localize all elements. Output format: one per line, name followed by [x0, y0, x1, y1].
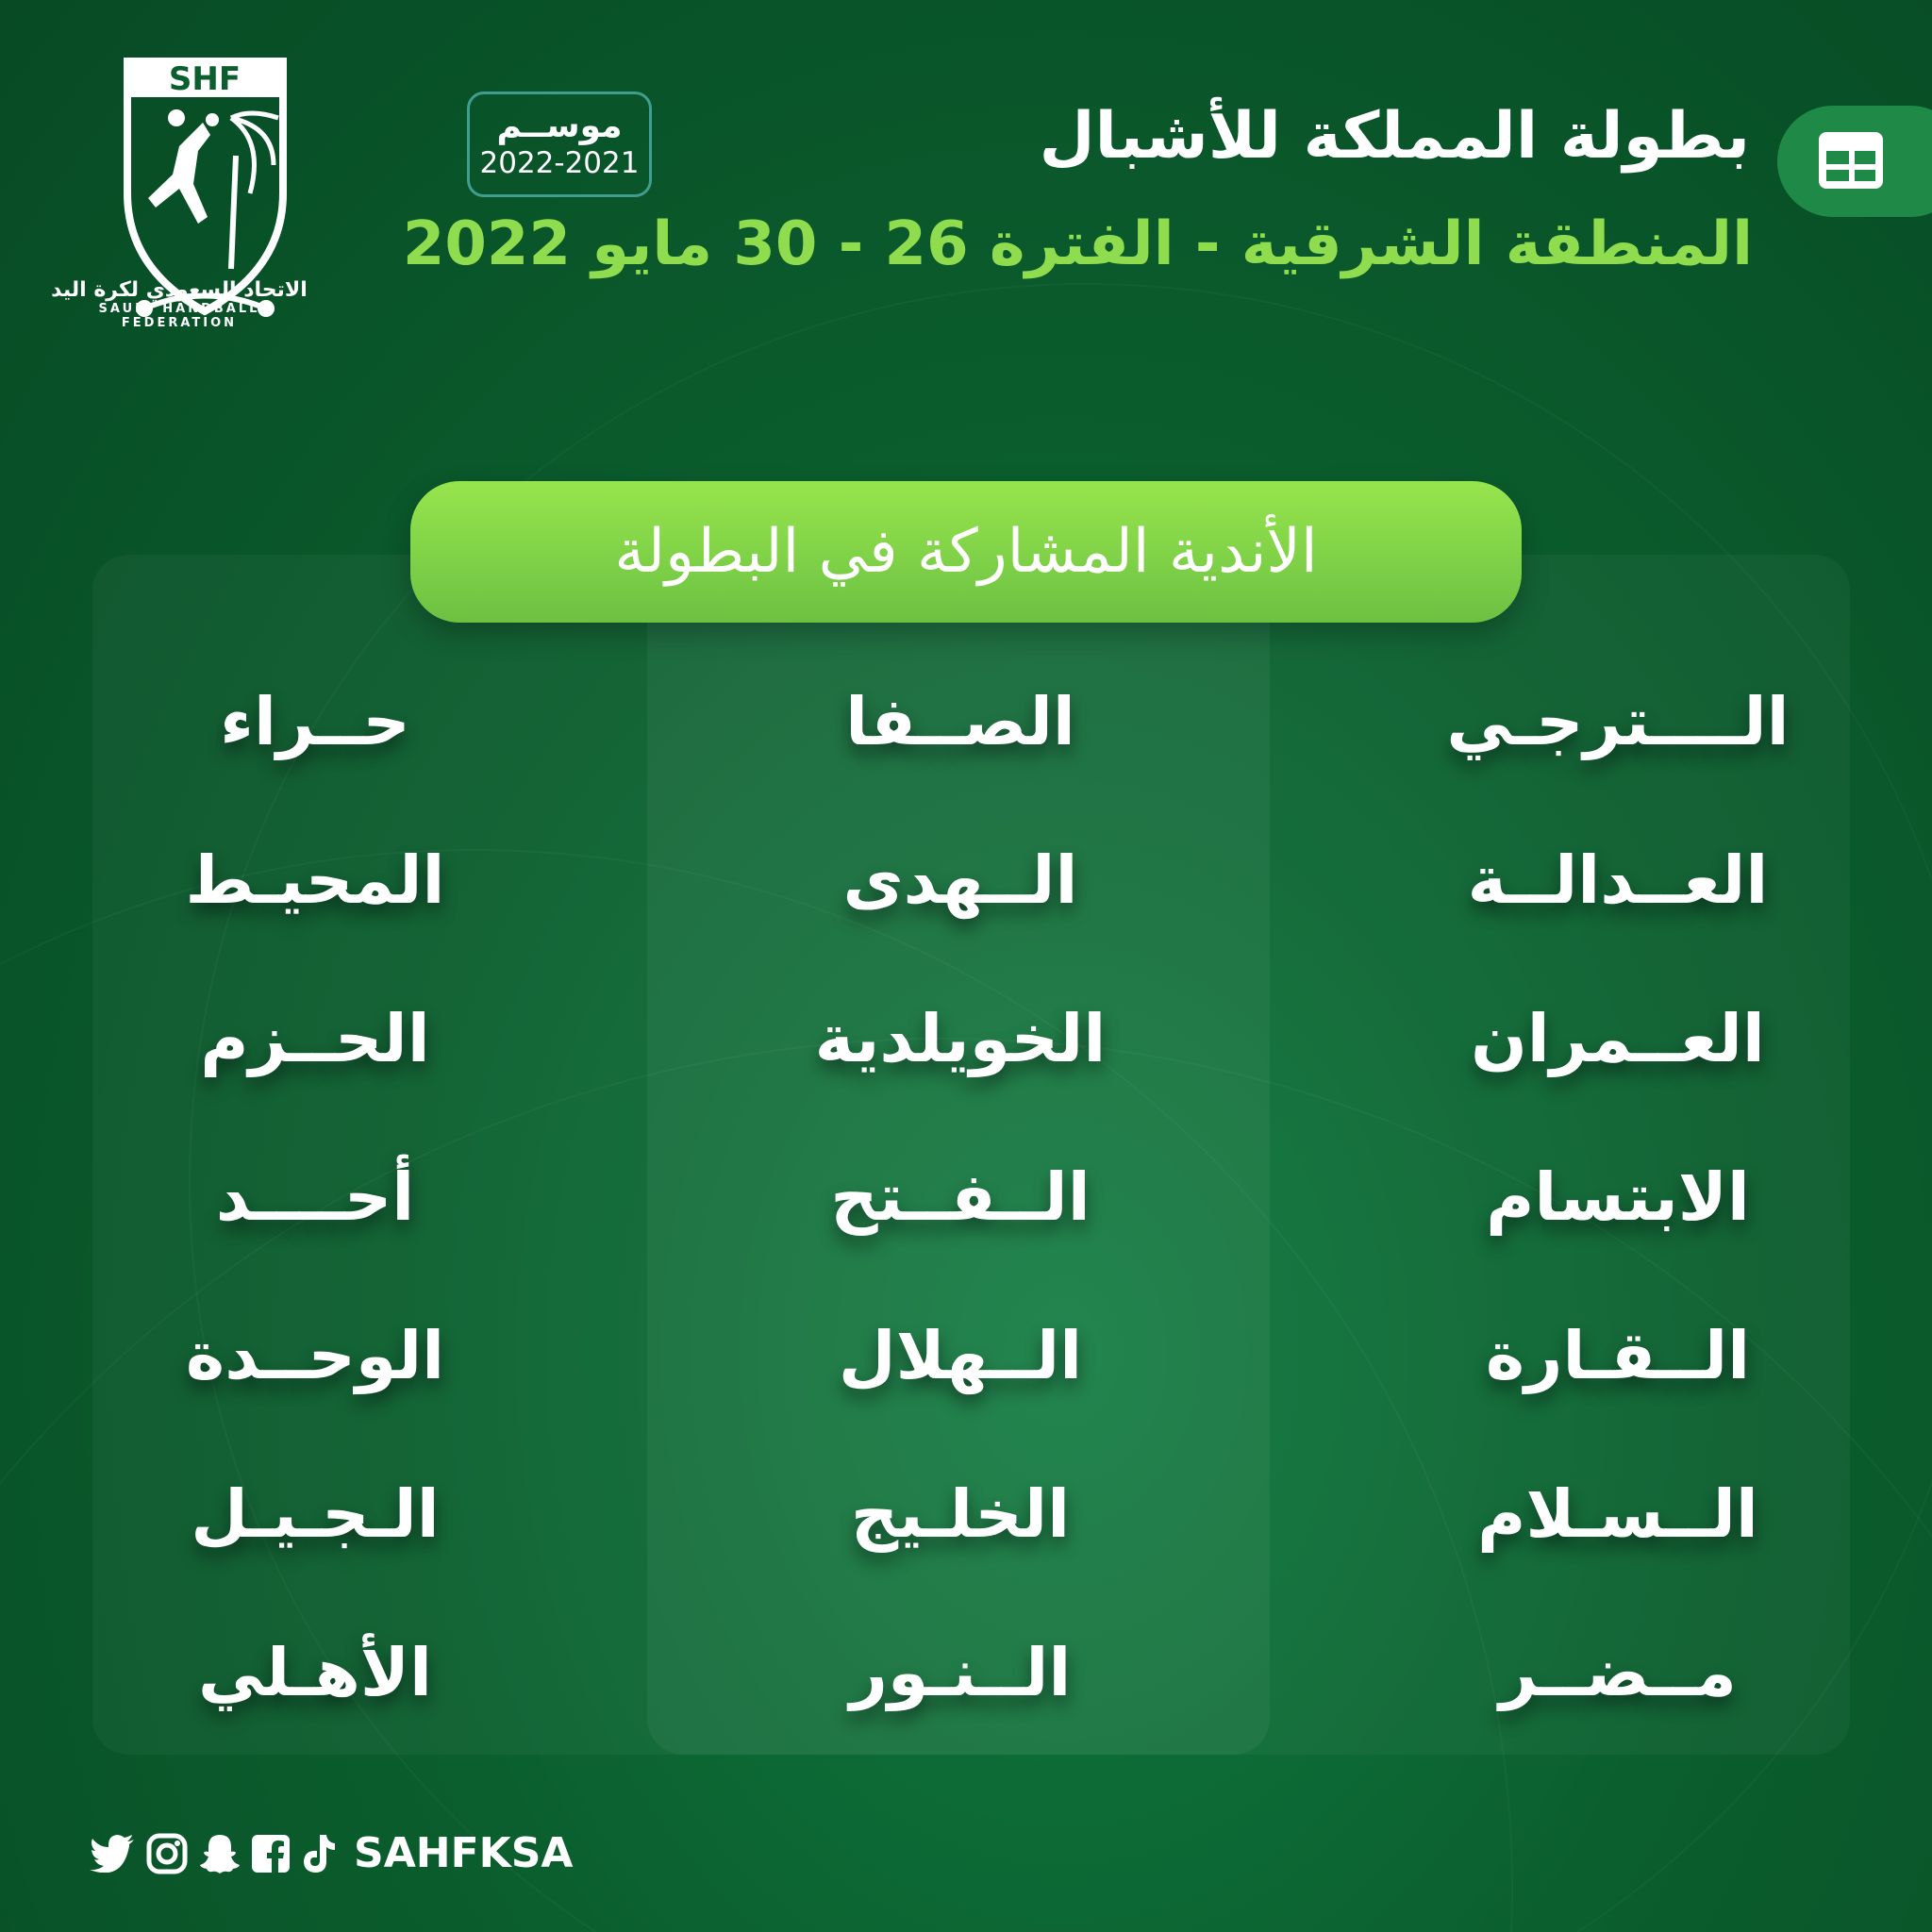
club-name: الــهلال	[838, 1317, 1083, 1394]
club-name: الابتسام	[1486, 1158, 1750, 1236]
club-name: حــراء	[220, 683, 410, 760]
page-title: بطولة المملكة للأشبال	[1039, 99, 1750, 174]
club-name: العــمران	[1471, 1000, 1765, 1077]
club-name: الخويلدية	[814, 1000, 1107, 1077]
clubs-banner-label: الأندية المشاركة في البطولة	[614, 517, 1318, 587]
club-name: المحيـط	[185, 841, 445, 919]
twitter-icon[interactable]	[90, 1835, 135, 1873]
club-name: العــدالــة	[1467, 841, 1769, 919]
clubs-banner	[410, 481, 1522, 623]
club-name: الـجـيـل	[191, 1475, 440, 1553]
season-label: موســم	[496, 107, 623, 145]
social-handle[interactable]: SAHFKSA	[354, 1829, 574, 1877]
club-name: مــضــر	[1499, 1634, 1737, 1711]
logo-letters: SHF	[168, 60, 242, 98]
corner-tab	[1777, 106, 1932, 217]
snapchat-icon[interactable]	[199, 1833, 241, 1874]
club-name: الوحــدة	[185, 1317, 445, 1394]
season-badge	[467, 92, 652, 197]
table-icon	[1817, 130, 1885, 191]
club-name: الــسـلام	[1477, 1475, 1758, 1553]
club-name: الــهدى	[842, 841, 1078, 919]
instagram-icon[interactable]	[146, 1833, 188, 1874]
logo-name-english: SAUDI HANDBALL FEDERATION	[98, 302, 260, 330]
club-name: الصــفا	[845, 683, 1075, 760]
tiktok-icon[interactable]	[301, 1833, 337, 1874]
facebook-icon[interactable]	[252, 1835, 290, 1873]
season-years: 2022-2021	[479, 146, 640, 180]
logo-name-arabic: الاتحاد السعودي لكرة اليد	[51, 278, 308, 302]
club-name: الــفــتح	[830, 1158, 1091, 1236]
club-name: الــنـور	[849, 1634, 1072, 1711]
page-subtitle: المنطقة الشرقية - الفترة 26 - 30 مايو 2022	[402, 209, 1753, 279]
club-name: الــقـارة	[1485, 1317, 1751, 1394]
club-name: الأهـلي	[198, 1634, 432, 1711]
club-name: أحــــد	[215, 1158, 415, 1236]
social-icons	[90, 1830, 337, 1877]
club-name: الــــترجـي	[1446, 683, 1790, 760]
club-name: الخلـيج	[850, 1475, 1071, 1553]
club-name: الحــزم	[200, 1000, 430, 1077]
